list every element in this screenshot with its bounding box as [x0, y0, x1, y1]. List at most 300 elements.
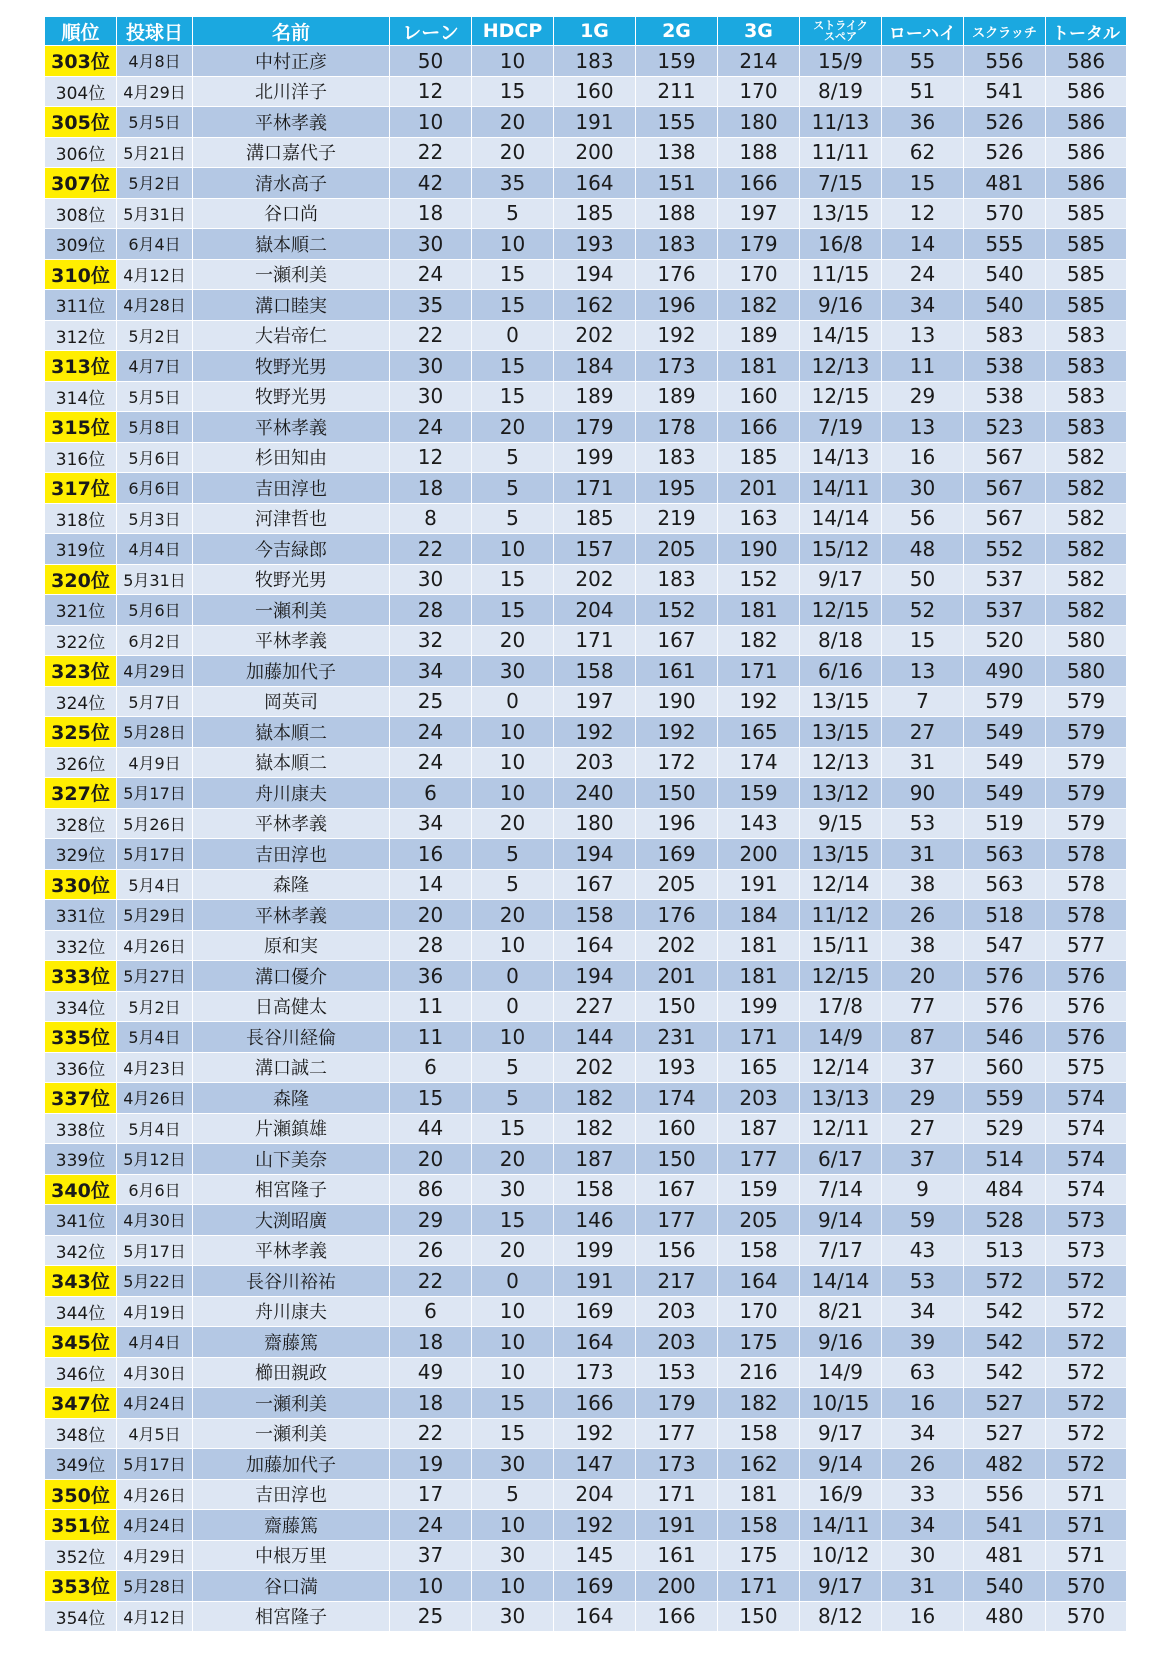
cell-lane: 37	[390, 1540, 472, 1571]
cell-game-2: 160	[636, 1113, 718, 1144]
cell-game-1: 145	[554, 1540, 636, 1571]
cell-rank: 347位	[45, 1388, 117, 1419]
cell-strike-spare: 13/15	[800, 839, 882, 870]
cell-date: 5月31日	[117, 198, 193, 229]
cell-game-2: 193	[636, 1052, 718, 1083]
cell-hdcp: 5	[472, 473, 554, 504]
cell-total: 580	[1046, 656, 1127, 687]
cell-game-1: 164	[554, 1601, 636, 1632]
cell-lowhigh: 36	[882, 107, 964, 138]
cell-scratch: 570	[964, 198, 1046, 229]
cell-lane: 22	[390, 320, 472, 351]
cell-scratch: 480	[964, 1601, 1046, 1632]
cell-date: 5月31日	[117, 564, 193, 595]
cell-lane: 86	[390, 1174, 472, 1205]
cell-game-3: 200	[718, 839, 800, 870]
cell-rank: 306位	[45, 137, 117, 168]
cell-rank: 340位	[45, 1174, 117, 1205]
cell-name: 長谷川経倫	[193, 1022, 390, 1053]
cell-total: 576	[1046, 1022, 1127, 1053]
cell-game-2: 161	[636, 656, 718, 687]
cell-name: 日高健太	[193, 991, 390, 1022]
cell-hdcp: 15	[472, 1388, 554, 1419]
cell-rank: 311位	[45, 290, 117, 321]
cell-lane: 18	[390, 1388, 472, 1419]
cell-game-1: 167	[554, 869, 636, 900]
table-row	[45, 1571, 1127, 1602]
cell-rank: 332位	[45, 930, 117, 961]
table-row	[45, 1266, 1127, 1297]
cell-lane: 12	[390, 442, 472, 473]
cell-lowhigh: 55	[882, 46, 964, 77]
cell-hdcp: 15	[472, 1418, 554, 1449]
cell-game-2: 203	[636, 1327, 718, 1358]
cell-hdcp: 10	[472, 46, 554, 77]
cell-strike-spare: 7/15	[800, 168, 882, 199]
cell-lowhigh: 15	[882, 168, 964, 199]
cell-lowhigh: 63	[882, 1357, 964, 1388]
cell-game-3: 199	[718, 991, 800, 1022]
cell-total: 578	[1046, 839, 1127, 870]
cell-name: 一瀬利美	[193, 1388, 390, 1419]
cell-game-2: 177	[636, 1418, 718, 1449]
cell-lowhigh: 27	[882, 1113, 964, 1144]
cell-game-3: 166	[718, 168, 800, 199]
cell-date: 5月4日	[117, 869, 193, 900]
cell-lane: 24	[390, 747, 472, 778]
cell-strike-spare: 14/11	[800, 1510, 882, 1541]
cell-scratch: 555	[964, 229, 1046, 260]
cell-game-2: 155	[636, 107, 718, 138]
cell-game-1: 192	[554, 717, 636, 748]
cell-rank: 305位	[45, 107, 117, 138]
cell-total: 580	[1046, 625, 1127, 656]
table-row	[45, 320, 1127, 351]
cell-scratch: 541	[964, 1510, 1046, 1541]
cell-strike-spare: 12/13	[800, 747, 882, 778]
header-spare-label: スペア	[824, 30, 857, 43]
cell-hdcp: 15	[472, 351, 554, 382]
cell-total: 586	[1046, 107, 1127, 138]
cell-strike-spare: 11/12	[800, 900, 882, 931]
cell-lowhigh: 24	[882, 259, 964, 290]
cell-hdcp: 20	[472, 808, 554, 839]
cell-game-2: 196	[636, 808, 718, 839]
cell-lane: 34	[390, 808, 472, 839]
cell-game-1: 202	[554, 320, 636, 351]
cell-game-1: 146	[554, 1205, 636, 1236]
cell-lowhigh: 34	[882, 290, 964, 321]
cell-rank: 318位	[45, 503, 117, 534]
cell-strike-spare: 14/15	[800, 320, 882, 351]
header-total: トータル	[1046, 17, 1127, 46]
table-row	[45, 747, 1127, 778]
cell-scratch: 542	[964, 1357, 1046, 1388]
cell-date: 4月26日	[117, 1479, 193, 1510]
cell-date: 5月4日	[117, 1113, 193, 1144]
cell-game-2: 176	[636, 259, 718, 290]
cell-date: 4月9日	[117, 747, 193, 778]
cell-lane: 30	[390, 564, 472, 595]
cell-lowhigh: 29	[882, 381, 964, 412]
cell-date: 5月5日	[117, 381, 193, 412]
cell-scratch: 563	[964, 839, 1046, 870]
cell-lane: 34	[390, 656, 472, 687]
table-row	[45, 595, 1127, 626]
cell-name: 原和実	[193, 930, 390, 961]
cell-name: 一瀬利美	[193, 595, 390, 626]
cell-game-2: 202	[636, 930, 718, 961]
cell-strike-spare: 9/16	[800, 1327, 882, 1358]
cell-scratch: 583	[964, 320, 1046, 351]
cell-hdcp: 10	[472, 778, 554, 809]
cell-lane: 12	[390, 76, 472, 107]
cell-total: 583	[1046, 412, 1127, 443]
cell-game-1: 192	[554, 1510, 636, 1541]
cell-game-2: 171	[636, 1479, 718, 1510]
cell-lane: 20	[390, 1144, 472, 1175]
cell-total: 572	[1046, 1357, 1127, 1388]
cell-strike-spare: 11/11	[800, 137, 882, 168]
cell-hdcp: 5	[472, 839, 554, 870]
cell-strike-spare: 9/17	[800, 1571, 882, 1602]
cell-game-2: 190	[636, 686, 718, 717]
cell-lowhigh: 15	[882, 625, 964, 656]
cell-game-3: 163	[718, 503, 800, 534]
cell-rank: 321位	[45, 595, 117, 626]
table-row	[45, 442, 1127, 473]
cell-game-2: 196	[636, 290, 718, 321]
cell-name: 大渕昭廣	[193, 1205, 390, 1236]
cell-rank: 304位	[45, 76, 117, 107]
cell-game-3: 190	[718, 534, 800, 565]
cell-lane: 35	[390, 290, 472, 321]
cell-name: 平林孝義	[193, 808, 390, 839]
cell-name: 中村正彦	[193, 46, 390, 77]
cell-hdcp: 5	[472, 198, 554, 229]
cell-total: 582	[1046, 595, 1127, 626]
cell-scratch: 549	[964, 747, 1046, 778]
cell-lowhigh: 30	[882, 473, 964, 504]
cell-game-2: 172	[636, 747, 718, 778]
cell-scratch: 518	[964, 900, 1046, 931]
cell-date: 5月17日	[117, 1449, 193, 1480]
cell-total: 582	[1046, 442, 1127, 473]
cell-game-1: 164	[554, 168, 636, 199]
cell-hdcp: 10	[472, 930, 554, 961]
cell-hdcp: 10	[472, 1571, 554, 1602]
cell-lowhigh: 51	[882, 76, 964, 107]
cell-name: 相宮隆子	[193, 1601, 390, 1632]
cell-scratch: 482	[964, 1449, 1046, 1480]
cell-game-2: 192	[636, 320, 718, 351]
cell-name: 谷口尚	[193, 198, 390, 229]
cell-lane: 30	[390, 381, 472, 412]
table-row	[45, 1327, 1127, 1358]
cell-lowhigh: 90	[882, 778, 964, 809]
cell-strike-spare: 12/14	[800, 1052, 882, 1083]
table-row	[45, 1052, 1127, 1083]
header-lowhigh: ローハイ	[882, 17, 964, 46]
cell-scratch: 579	[964, 686, 1046, 717]
cell-game-1: 189	[554, 381, 636, 412]
cell-total: 579	[1046, 717, 1127, 748]
cell-strike-spare: 13/15	[800, 717, 882, 748]
cell-name: 牧野光男	[193, 564, 390, 595]
cell-game-1: 227	[554, 991, 636, 1022]
table-row	[45, 473, 1127, 504]
cell-date: 5月7日	[117, 686, 193, 717]
cell-strike-spare: 8/18	[800, 625, 882, 656]
cell-hdcp: 5	[472, 442, 554, 473]
cell-scratch: 520	[964, 625, 1046, 656]
cell-game-1: 199	[554, 442, 636, 473]
cell-name: 平林孝義	[193, 107, 390, 138]
cell-rank: 337位	[45, 1083, 117, 1114]
cell-rank: 310位	[45, 259, 117, 290]
cell-name: 今吉緑郎	[193, 534, 390, 565]
cell-lane: 25	[390, 1601, 472, 1632]
cell-rank: 349位	[45, 1449, 117, 1480]
cell-hdcp: 20	[472, 412, 554, 443]
cell-game-1: 183	[554, 46, 636, 77]
cell-lowhigh: 11	[882, 351, 964, 382]
cell-lowhigh: 13	[882, 320, 964, 351]
cell-name: 中根万里	[193, 1540, 390, 1571]
cell-rank: 317位	[45, 473, 117, 504]
cell-game-3: 171	[718, 656, 800, 687]
cell-lowhigh: 33	[882, 1479, 964, 1510]
cell-scratch: 567	[964, 473, 1046, 504]
cell-scratch: 519	[964, 808, 1046, 839]
cell-game-2: 138	[636, 137, 718, 168]
cell-game-2: 173	[636, 1449, 718, 1480]
cell-game-3: 180	[718, 107, 800, 138]
cell-lowhigh: 13	[882, 412, 964, 443]
cell-hdcp: 5	[472, 869, 554, 900]
cell-game-2: 183	[636, 442, 718, 473]
cell-game-2: 156	[636, 1235, 718, 1266]
cell-date: 4月29日	[117, 76, 193, 107]
cell-strike-spare: 7/19	[800, 412, 882, 443]
cell-game-1: 191	[554, 107, 636, 138]
cell-game-3: 214	[718, 46, 800, 77]
cell-total: 572	[1046, 1266, 1127, 1297]
cell-hdcp: 30	[472, 1540, 554, 1571]
cell-strike-spare: 14/11	[800, 473, 882, 504]
table-row	[45, 900, 1127, 931]
cell-game-1: 184	[554, 351, 636, 382]
cell-date: 4月30日	[117, 1357, 193, 1388]
cell-game-1: 197	[554, 686, 636, 717]
cell-total: 582	[1046, 534, 1127, 565]
cell-hdcp: 5	[472, 1083, 554, 1114]
cell-date: 5月8日	[117, 412, 193, 443]
table-row	[45, 1022, 1127, 1053]
cell-strike-spare: 13/13	[800, 1083, 882, 1114]
cell-game-2: 195	[636, 473, 718, 504]
cell-game-3: 189	[718, 320, 800, 351]
cell-lowhigh: 30	[882, 1540, 964, 1571]
cell-name: 一瀬利美	[193, 259, 390, 290]
cell-lowhigh: 48	[882, 534, 964, 565]
cell-lane: 6	[390, 778, 472, 809]
cell-strike-spare: 10/12	[800, 1540, 882, 1571]
header-scratch: スクラッチ	[964, 17, 1046, 46]
cell-total: 586	[1046, 137, 1127, 168]
cell-game-2: 167	[636, 625, 718, 656]
cell-scratch: 540	[964, 259, 1046, 290]
cell-name: 嶽本順二	[193, 229, 390, 260]
cell-strike-spare: 15/11	[800, 930, 882, 961]
cell-game-2: 188	[636, 198, 718, 229]
cell-game-1: 187	[554, 1144, 636, 1175]
ranking-table	[44, 16, 1127, 1632]
cell-total: 574	[1046, 1174, 1127, 1205]
cell-hdcp: 30	[472, 1601, 554, 1632]
table-row	[45, 1418, 1127, 1449]
cell-date: 4月23日	[117, 1052, 193, 1083]
header-game-2: 2G	[636, 17, 718, 46]
cell-total: 570	[1046, 1601, 1127, 1632]
cell-strike-spare: 16/8	[800, 229, 882, 260]
cell-hdcp: 0	[472, 320, 554, 351]
table-row	[45, 991, 1127, 1022]
cell-scratch: 527	[964, 1388, 1046, 1419]
cell-game-3: 187	[718, 1113, 800, 1144]
cell-scratch: 481	[964, 168, 1046, 199]
cell-strike-spare: 12/13	[800, 351, 882, 382]
cell-game-2: 231	[636, 1022, 718, 1053]
cell-scratch: 547	[964, 930, 1046, 961]
cell-game-3: 170	[718, 259, 800, 290]
cell-game-2: 219	[636, 503, 718, 534]
cell-strike-spare: 10/15	[800, 1388, 882, 1419]
cell-date: 4月30日	[117, 1205, 193, 1236]
cell-game-2: 189	[636, 381, 718, 412]
cell-lane: 24	[390, 1510, 472, 1541]
table-row	[45, 76, 1127, 107]
cell-lowhigh: 26	[882, 900, 964, 931]
cell-game-1: 158	[554, 1174, 636, 1205]
table-row	[45, 412, 1127, 443]
cell-scratch: 484	[964, 1174, 1046, 1205]
cell-date: 4月8日	[117, 46, 193, 77]
cell-game-1: 194	[554, 961, 636, 992]
cell-hdcp: 15	[472, 381, 554, 412]
cell-game-2: 191	[636, 1510, 718, 1541]
cell-date: 5月12日	[117, 1144, 193, 1175]
cell-scratch: 537	[964, 595, 1046, 626]
cell-rank: 324位	[45, 686, 117, 717]
cell-lowhigh: 16	[882, 1601, 964, 1632]
cell-rank: 308位	[45, 198, 117, 229]
cell-strike-spare: 8/19	[800, 76, 882, 107]
cell-hdcp: 15	[472, 1113, 554, 1144]
cell-lowhigh: 52	[882, 595, 964, 626]
cell-name: 岡英司	[193, 686, 390, 717]
cell-total: 583	[1046, 320, 1127, 351]
cell-date: 5月3日	[117, 503, 193, 534]
table-row	[45, 503, 1127, 534]
cell-game-3: 171	[718, 1571, 800, 1602]
cell-game-1: 202	[554, 564, 636, 595]
cell-game-3: 170	[718, 76, 800, 107]
cell-game-2: 205	[636, 869, 718, 900]
cell-rank: 309位	[45, 229, 117, 260]
cell-name: 北川洋子	[193, 76, 390, 107]
cell-lane: 36	[390, 961, 472, 992]
cell-date: 5月5日	[117, 107, 193, 138]
table-row	[45, 1113, 1127, 1144]
cell-total: 572	[1046, 1418, 1127, 1449]
cell-name: 吉田淳也	[193, 1479, 390, 1510]
cell-game-2: 183	[636, 229, 718, 260]
cell-game-3: 181	[718, 1479, 800, 1510]
cell-scratch: 538	[964, 381, 1046, 412]
cell-name: 清水高子	[193, 168, 390, 199]
cell-total: 583	[1046, 381, 1127, 412]
cell-rank: 333位	[45, 961, 117, 992]
cell-total: 574	[1046, 1083, 1127, 1114]
cell-strike-spare: 6/17	[800, 1144, 882, 1175]
cell-name: 河津哲也	[193, 503, 390, 534]
cell-total: 585	[1046, 229, 1127, 260]
cell-rank: 314位	[45, 381, 117, 412]
cell-game-1: 157	[554, 534, 636, 565]
cell-lowhigh: 53	[882, 808, 964, 839]
cell-name: 杉田知由	[193, 442, 390, 473]
cell-rank: 330位	[45, 869, 117, 900]
table-row	[45, 1357, 1127, 1388]
cell-game-2: 150	[636, 991, 718, 1022]
cell-total: 585	[1046, 259, 1127, 290]
cell-total: 574	[1046, 1113, 1127, 1144]
cell-lowhigh: 12	[882, 198, 964, 229]
cell-game-1: 194	[554, 259, 636, 290]
cell-hdcp: 0	[472, 961, 554, 992]
cell-scratch: 514	[964, 1144, 1046, 1175]
cell-lane: 6	[390, 1296, 472, 1327]
cell-hdcp: 30	[472, 1449, 554, 1480]
cell-strike-spare: 9/17	[800, 564, 882, 595]
cell-name: 吉田淳也	[193, 473, 390, 504]
cell-total: 573	[1046, 1205, 1127, 1236]
cell-lane: 28	[390, 595, 472, 626]
cell-game-2: 211	[636, 76, 718, 107]
cell-strike-spare: 9/14	[800, 1449, 882, 1480]
cell-rank: 329位	[45, 839, 117, 870]
cell-strike-spare: 15/9	[800, 46, 882, 77]
cell-scratch: 537	[964, 564, 1046, 595]
cell-total: 573	[1046, 1235, 1127, 1266]
cell-game-1: 180	[554, 808, 636, 839]
cell-strike-spare: 13/15	[800, 686, 882, 717]
cell-hdcp: 10	[472, 747, 554, 778]
table-row	[45, 1479, 1127, 1510]
cell-game-1: 166	[554, 1388, 636, 1419]
cell-rank: 322位	[45, 625, 117, 656]
table-row	[45, 1388, 1127, 1419]
cell-game-3: 165	[718, 1052, 800, 1083]
cell-strike-spare: 12/15	[800, 595, 882, 626]
cell-lowhigh: 43	[882, 1235, 964, 1266]
cell-scratch: 541	[964, 76, 1046, 107]
cell-game-2: 183	[636, 564, 718, 595]
cell-lane: 15	[390, 1083, 472, 1114]
cell-game-1: 200	[554, 137, 636, 168]
cell-lane: 11	[390, 1022, 472, 1053]
